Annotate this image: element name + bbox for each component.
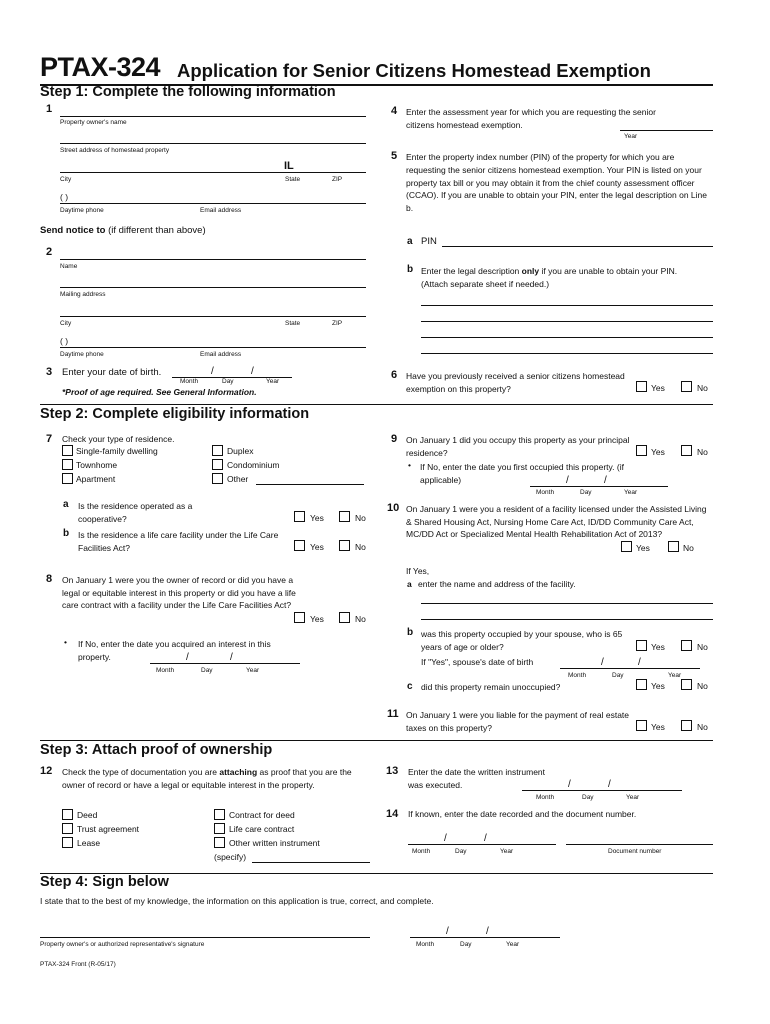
q9-no-checkbox[interactable] <box>681 445 692 456</box>
q11-text: On January 1 were you liable for the payment of real estate taxes on this property? <box>406 710 630 733</box>
state-label: State <box>285 176 301 183</box>
doc-lifecare-checkbox[interactable] <box>214 823 225 834</box>
dob-month-label: Month <box>180 378 199 385</box>
q5b-text-only: only <box>521 266 540 276</box>
step3-rule <box>40 740 713 741</box>
q9-number: 9 <box>391 433 398 445</box>
q2-number: 2 <box>46 246 53 258</box>
q13-slash1: / <box>568 779 571 790</box>
mailing-line[interactable] <box>60 287 366 288</box>
q10b-no-checkbox[interactable] <box>681 640 692 651</box>
doc-lifecare-label: Life care contract <box>229 824 295 834</box>
notice-state-label: State <box>285 320 301 327</box>
q10-yes-checkbox[interactable] <box>621 541 632 552</box>
q10b-no-label: No <box>697 642 708 652</box>
notice-phone-line[interactable] <box>60 347 366 348</box>
owner-name-line[interactable] <box>60 116 366 117</box>
q6-yes-checkbox[interactable] <box>636 381 647 392</box>
send-notice-bold: Send notice to <box>40 225 106 236</box>
sign-day-label: Day <box>460 941 472 948</box>
doc-lease-label: Lease <box>77 838 101 848</box>
q5b-text-pre: Enter the legal description <box>421 266 522 276</box>
send-notice <box>40 225 206 236</box>
q10-ifyes: If Yes, <box>406 566 430 576</box>
street-line[interactable] <box>60 143 366 144</box>
q9-month-label: Month <box>536 489 555 496</box>
spouse-slash1: / <box>601 657 604 668</box>
q7b-text: Is the residence a life care facility under the Life Care Facilities Act? <box>78 530 279 553</box>
pin-label: PIN <box>421 236 437 247</box>
q10c-yes-checkbox[interactable] <box>636 679 647 690</box>
sign-date-line[interactable] <box>410 937 560 938</box>
q8-number: 8 <box>46 573 53 585</box>
res-condo-label: Condominium <box>227 460 280 470</box>
q10c-no-checkbox[interactable] <box>681 679 692 690</box>
notice-city-line[interactable] <box>60 316 366 317</box>
res-other-checkbox[interactable] <box>212 473 223 484</box>
notice-zip-label: ZIP <box>332 320 343 327</box>
proof-note: *Proof of age required. See General Information. <box>62 387 257 397</box>
doc-specify-label: (specify) <box>214 852 247 862</box>
q10b-text: was this property occupied by your spouse, who is 65 years of age or older? <box>421 629 623 652</box>
q9-text: On January 1 did you occupy this property as your principal residence? <box>406 435 630 458</box>
q3-number: 3 <box>46 366 53 378</box>
q10-no-label: No <box>683 543 694 553</box>
q4-text: Enter the assessment year for which you are requesting the senior citizens homestead exemption. <box>406 107 656 130</box>
q9-bullet-text: If No, enter the date you first occupied this property. (if applicable) <box>420 462 624 485</box>
q14-day-label: Day <box>455 848 467 855</box>
res-other-label: Other <box>227 474 249 484</box>
q12-text-post: as proof that you are the owner of record or have a legal or equitable interest in the property. <box>62 767 352 790</box>
q9-date-line[interactable] <box>530 486 668 487</box>
q10c-letter: c <box>407 681 413 692</box>
q4-year-line[interactable] <box>620 130 713 131</box>
q8-no-label: No <box>355 614 366 624</box>
q10b-letter: b <box>407 627 414 638</box>
q13-day-label: Day <box>582 794 594 801</box>
sign-month-label: Month <box>416 941 435 948</box>
step4-heading: Step 4: Sign below <box>40 874 169 890</box>
q6-number: 6 <box>391 369 398 381</box>
q14-text: If known, enter the date recorded and the document number. <box>408 809 637 819</box>
legal-line-4[interactable] <box>421 353 713 354</box>
q7b-yes-label: Yes <box>310 542 324 552</box>
q10c-yes-label: Yes <box>651 681 665 691</box>
q8-yes-checkbox[interactable] <box>294 612 305 623</box>
q8-bullet: • <box>64 637 67 647</box>
zip-label: ZIP <box>332 176 343 183</box>
doc-deed-label: Deed <box>77 810 98 820</box>
q10a-text: enter the name and address of the facility. <box>418 579 576 589</box>
res-duplex-checkbox[interactable] <box>212 445 223 456</box>
res-condo-checkbox[interactable] <box>212 459 223 470</box>
signature-label: Property owner's or authorized representative's signature <box>40 941 205 948</box>
spouse-dob-line[interactable] <box>560 668 700 669</box>
q7a-no-label: No <box>355 513 366 523</box>
q6-text: Have you previously received a senior citizens homestead exemption on this property? <box>406 371 625 394</box>
q5b-text-post: if you are unable to obtain your PIN. (Attach separate sheet if needed.) <box>421 266 678 289</box>
pin-input-line[interactable] <box>442 246 713 247</box>
step2-rule <box>40 404 713 405</box>
q7b-no-checkbox[interactable] <box>339 540 350 551</box>
notice-email-label: Email address <box>200 351 242 358</box>
q13-month-label: Month <box>536 794 555 801</box>
phone-paren: ( ) <box>60 192 69 202</box>
res-other-line[interactable] <box>256 484 364 485</box>
q5b-letter: b <box>407 264 414 275</box>
step2-heading: Step 2: Complete eligibility information <box>40 406 310 422</box>
q9-yes-label: Yes <box>651 447 665 457</box>
q8-no-checkbox[interactable] <box>339 612 350 623</box>
q14-slash1: / <box>444 833 447 844</box>
notice-name-line[interactable] <box>60 259 366 260</box>
form-title: Application for Senior Citizens Homestead Exemption <box>177 60 651 81</box>
q10-yes-label: Yes <box>636 543 650 553</box>
form-id: PTAX-324 <box>40 52 161 82</box>
q8-yes-label: Yes <box>310 614 324 624</box>
res-single-label: Single-family dwelling <box>76 446 158 456</box>
q5-text: Enter the property index number (PIN) of the property for which you are requesting the senior citizens homestead exemption. Your PIN is listed on your property tax bill or you may obtain it from the chief county assessment officer (CCAO). If you are unable to obtain your PIN, enter the legal description on Line b. <box>406 152 707 214</box>
notice-phone-paren: ( ) <box>60 336 69 346</box>
q9-day-label: Day <box>580 489 592 496</box>
email-label: Email address <box>200 207 242 214</box>
q10a-letter: a <box>407 579 412 589</box>
notice-city-label: City <box>60 320 72 327</box>
res-apt-label: Apartment <box>76 474 116 484</box>
q6-no-checkbox[interactable] <box>681 381 692 392</box>
legal-line-3[interactable] <box>421 337 713 338</box>
q9-slash2: / <box>604 475 607 486</box>
dob-day-label: Day <box>222 378 234 385</box>
phone-line[interactable] <box>60 203 366 204</box>
doc-other-label: Other written instrument <box>229 838 320 848</box>
q10-text: On January 1 were you a resident of a facility licensed under the Assisted Living & Shared Housing Act, Nursing Home Care Act, ID/DD Community Care Act, MC/DD Act or Specialized Mental Health Rehabilitation Act of 2013? <box>406 504 707 540</box>
res-town-label: Townhome <box>76 460 118 470</box>
q8-month-label: Month <box>156 667 175 674</box>
doc-trust-checkbox[interactable] <box>62 823 73 834</box>
spouse-slash2: / <box>638 657 641 668</box>
q10c-no-label: No <box>697 681 708 691</box>
q13-text: Enter the date the written instrument was executed. <box>408 767 546 790</box>
q9-slash1: / <box>566 475 569 486</box>
doc-contract-checkbox[interactable] <box>214 809 225 820</box>
q8-slash1: / <box>186 652 189 663</box>
q14-year-label: Year <box>500 848 514 855</box>
city-line[interactable] <box>60 172 366 173</box>
q8-text: On January 1 were you the owner of record or did you have a legal or equitable interest in this property or did you have a life care contract with a facility under the Life Care Facilities Act? <box>62 575 296 610</box>
res-duplex-label: Duplex <box>227 446 254 456</box>
doc-other-checkbox[interactable] <box>214 837 225 848</box>
q9-yes-checkbox[interactable] <box>636 445 647 456</box>
dob-slash2: / <box>251 366 254 377</box>
q12-number: 12 <box>40 765 53 777</box>
street-label: Street address of homestead property <box>60 147 170 154</box>
q10-no-checkbox[interactable] <box>668 541 679 552</box>
q10b-yes-label: Yes <box>651 642 665 652</box>
q9-bullet: • <box>408 460 411 470</box>
q6-no-label: No <box>697 383 708 393</box>
q1-number: 1 <box>46 103 53 115</box>
q10c-text: did this property remain unoccupied? <box>421 682 561 692</box>
notice-name-label: Name <box>60 263 78 270</box>
dob-year-label: Year <box>266 378 280 385</box>
q14-slash2: / <box>484 833 487 844</box>
res-apt-checkbox[interactable] <box>62 473 73 484</box>
sign-year-label: Year <box>506 941 520 948</box>
doc-trust-label: Trust agreement <box>77 824 140 834</box>
dob-label: Enter your date of birth. <box>62 367 162 378</box>
q12-text-pre: Check the type of documentation you are <box>62 767 220 777</box>
dob-slash1: / <box>211 366 214 377</box>
q7b-letter: b <box>63 528 70 539</box>
phone-label: Daytime phone <box>60 207 104 214</box>
step3-heading: Step 3: Attach proof of ownership <box>40 742 273 758</box>
q7a-yes-checkbox[interactable] <box>294 511 305 522</box>
q7a-yes-label: Yes <box>310 513 324 523</box>
doc-deed-checkbox[interactable] <box>62 809 73 820</box>
notice-phone-label: Daytime phone <box>60 351 104 358</box>
q11-yes-checkbox[interactable] <box>636 720 647 731</box>
res-town-checkbox[interactable] <box>62 459 73 470</box>
q13-number: 13 <box>386 765 399 777</box>
facility-line-1[interactable] <box>421 603 713 604</box>
q10b-spouse-text: If "Yes", spouse's date of birth <box>421 657 534 667</box>
q5b-text <box>421 265 691 291</box>
q7a-letter: a <box>63 499 69 510</box>
spouse-day-label: Day <box>612 672 624 679</box>
spouse-month-label: Month <box>568 672 587 679</box>
q5-number: 5 <box>391 150 398 162</box>
q11-no-label: No <box>697 722 708 732</box>
q12-text-bold: attaching <box>219 767 258 777</box>
q4-year-label: Year <box>624 133 638 140</box>
q7b-no-label: No <box>355 542 366 552</box>
q7b-yes-checkbox[interactable] <box>294 540 305 551</box>
sign-slash2: / <box>486 926 489 937</box>
q7a-text: Is the residence operated as a cooperative? <box>78 501 193 524</box>
q9-year-label: Year <box>624 489 638 496</box>
q8-year-label: Year <box>246 667 260 674</box>
q8-date-line[interactable] <box>150 663 300 664</box>
doc-contract-label: Contract for deed <box>229 810 295 820</box>
q8-day-label: Day <box>201 667 213 674</box>
step1-heading: Step 1: Complete the following information <box>40 84 336 100</box>
q13-date-line[interactable] <box>522 790 682 791</box>
q11-no-checkbox[interactable] <box>681 720 692 731</box>
owner-name-label: Property owner's name <box>60 119 127 126</box>
mailing-label: Mailing address <box>60 291 106 298</box>
doc-specify-line[interactable] <box>252 862 370 863</box>
q14-date-line[interactable] <box>408 844 556 845</box>
res-single-checkbox[interactable] <box>62 445 73 456</box>
q14-month-label: Month <box>412 848 431 855</box>
spouse-year-label: Year <box>668 672 682 679</box>
q14-number: 14 <box>386 808 399 820</box>
legal-line-1[interactable] <box>421 305 713 306</box>
form-code: PTAX-324 Front (R-05/17) <box>40 961 116 968</box>
doc-number-line[interactable] <box>566 844 713 845</box>
q11-number: 11 <box>387 708 399 720</box>
q13-slash2: / <box>608 779 611 790</box>
q13-year-label: Year <box>626 794 640 801</box>
q5a-letter: a <box>407 236 413 247</box>
city-label: City <box>60 176 72 183</box>
legal-line-2[interactable] <box>421 321 713 322</box>
q11-yes-label: Yes <box>651 722 665 732</box>
signature-line[interactable] <box>40 937 370 938</box>
doc-lease-checkbox[interactable] <box>62 837 73 848</box>
send-notice-note: (if different than above) <box>108 225 206 236</box>
q7a-no-checkbox[interactable] <box>339 511 350 522</box>
q7-number: 7 <box>46 433 53 445</box>
doc-number-label: Document number <box>608 848 662 855</box>
q10b-yes-checkbox[interactable] <box>636 640 647 651</box>
q4-number: 4 <box>391 105 398 117</box>
q7-text: Check your type of residence. <box>62 434 175 444</box>
state-value: IL <box>284 160 294 172</box>
q8-slash2: / <box>230 652 233 663</box>
sign-slash1: / <box>446 926 449 937</box>
statement: I state that to the best of my knowledge, the information on this application is true, correct, and complete. <box>40 896 434 906</box>
q9-no-label: No <box>697 447 708 457</box>
q12-text <box>62 766 372 792</box>
q6-yes-label: Yes <box>651 383 665 393</box>
q8-bullet-text: If No, enter the date you acquired an interest in this property. <box>78 639 271 662</box>
q10-number: 10 <box>387 502 400 514</box>
facility-line-2[interactable] <box>421 619 713 620</box>
